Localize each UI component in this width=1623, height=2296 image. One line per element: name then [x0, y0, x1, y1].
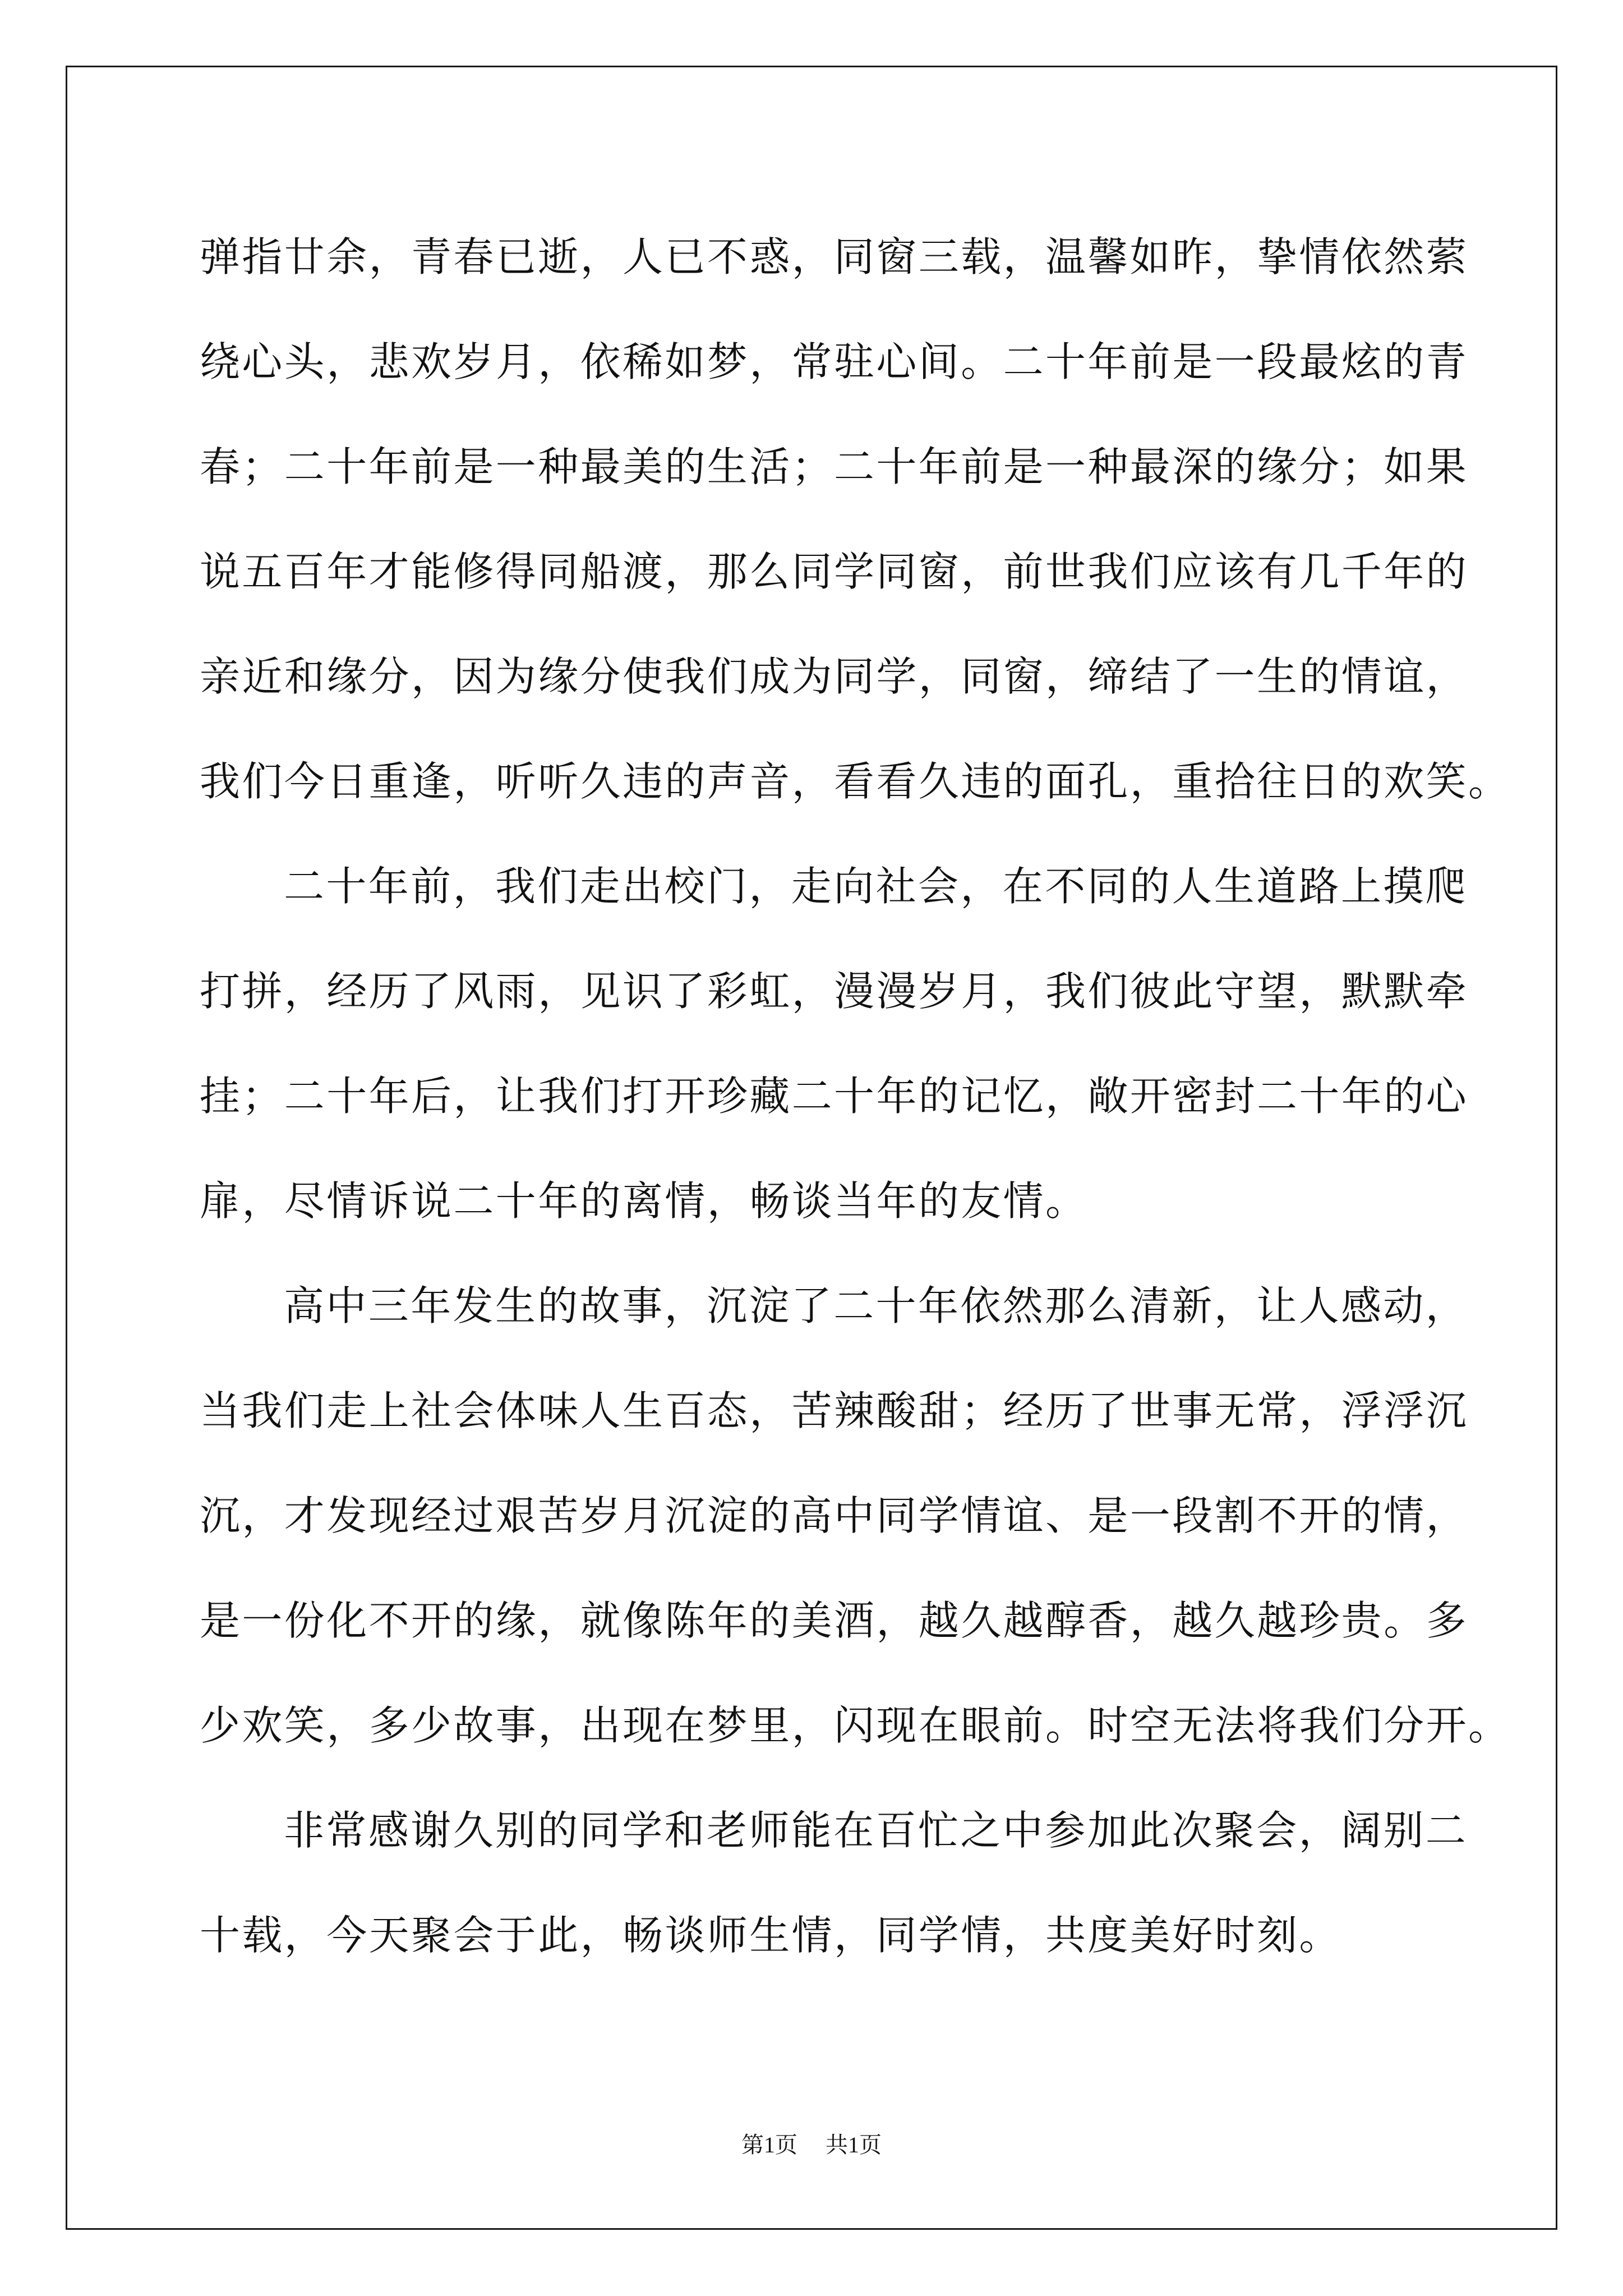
paragraph-3-line-3: 沉，才发现经过艰苦岁月沉淀的高中同学情谊、是一段割不开的情， — [200, 1492, 1469, 1539]
document-body — [200, 205, 1511, 1988]
paragraph-1-line-5: 亲近和缘分，因为缘分使我们成为同学，同窗，缔结了一生的情谊， — [200, 653, 1469, 700]
page-total: 共1页 — [826, 2132, 882, 2157]
paragraph-2-line-1: 二十年前，我们走出校门，走向社会，在不同的人生道路上摸爬 — [284, 863, 1468, 910]
page-number: 第1页 — [741, 2132, 797, 2157]
paragraph-1-line-2: 绕心头，悲欢岁月，依稀如梦，常驻心间。二十年前是一段最炫的青 — [200, 338, 1469, 385]
paragraph-1-line-3: 春；二十年前是一种最美的生活；二十年前是一种最深的缘分；如果 — [200, 443, 1469, 490]
paragraph-2-line-4: 扉，尽情诉说二十年的离情，畅谈当年的友情。 — [200, 1177, 1088, 1225]
paragraph-3-line-1: 高中三年发生的故事，沉淀了二十年依然那么清新，让人感动， — [284, 1282, 1468, 1329]
paragraph-2-line-3: 挂；二十年后，让我们打开珍藏二十年的记忆，敞开密封二十年的心 — [200, 1073, 1469, 1120]
paragraph-2-line-2: 打拼，经历了风雨，见识了彩虹，漫漫岁月，我们彼此守望，默默牵 — [200, 968, 1469, 1015]
paragraph-4-line-2: 十载，今天聚会于此，畅谈师生情，同学情，共度美好时刻。 — [200, 1912, 1341, 1959]
paragraph-3-line-2: 当我们走上社会体味人生百态，苦辣酸甜；经历了世事无常，浮浮沉 — [200, 1387, 1469, 1434]
paragraph-1-line-6: 我们今日重逢，听听久违的声音，看看久违的面孔，重拾往日的欢笑。 — [200, 758, 1511, 805]
paragraph-3-line-5: 少欢笑，多少故事，出现在梦里，闪现在眼前。时空无法将我们分开。 — [200, 1702, 1511, 1749]
page-footer — [0, 2128, 1623, 2162]
paragraph-3-line-4: 是一份化不开的缘，就像陈年的美酒，越久越醇香，越久越珍贵。多 — [200, 1597, 1469, 1644]
paragraph-1-line-1: 弹指廿余，青春已逝，人已不惑，同窗三载，温馨如昨，挚情依然萦 — [200, 233, 1469, 280]
paragraph-1-line-4: 说五百年才能修得同船渡，那么同学同窗，前世我们应该有几千年的 — [200, 548, 1469, 595]
paragraph-4-line-1: 非常感谢久别的同学和老师能在百忙之中参加此次聚会，阔别二 — [284, 1807, 1468, 1854]
